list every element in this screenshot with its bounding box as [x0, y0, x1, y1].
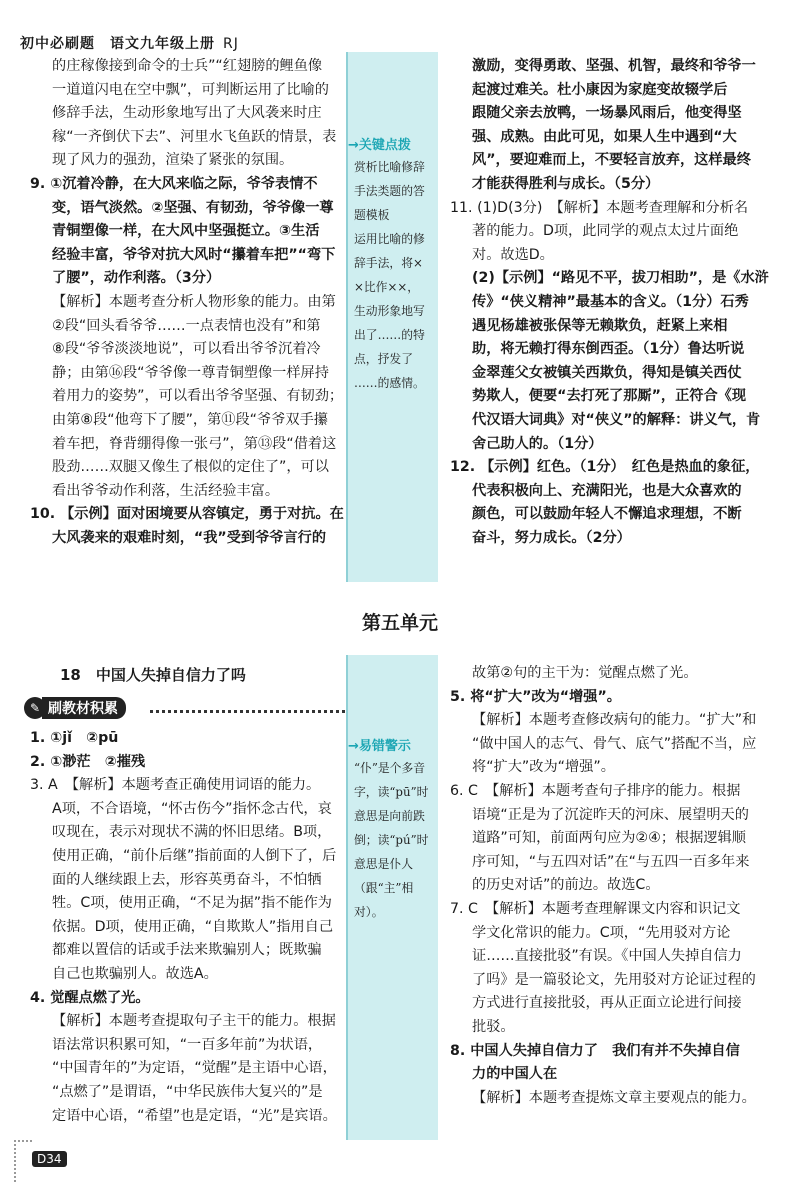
tip-line: 倒；读“pú”时 [354, 833, 429, 847]
tip-sidebar-bottom [346, 655, 438, 1140]
answer-line: 著的能力。D项，此同学的观点太过片面绝 [472, 223, 739, 240]
tip-line: 点，抒发了 [354, 352, 413, 366]
answer-line: 变，语气淡然。②坚强、有韧劲，爷爷像一尊 [52, 199, 334, 216]
answer-line: 大风袭来的艰难时刻，“我”受到爷爷言行的 [52, 529, 327, 546]
answer-line: (2)【示例】“路见不平，拔刀相助”，是《水浒 [472, 270, 769, 287]
tip-line: 赏析比喻修辞 [354, 160, 425, 174]
answer-line: 经验丰富，爷爷对抗大风时“攥着车把”“弯下 [52, 246, 336, 263]
answer-line: 对。故选D。 [472, 246, 554, 263]
tip-line: ……的感情。 [354, 376, 425, 390]
section-badge [24, 697, 126, 719]
answer-line: 风”，要迎难而上，不要轻言放弃，这样最终 [472, 152, 751, 169]
answer-line: 起渡过难关。杜小康因为家庭变故辍学后 [472, 81, 728, 98]
answer-line: 着用力的姿势”，可以看出爷爷坚强、有韧劲； [52, 388, 344, 405]
page-corner-dots [14, 1140, 32, 1182]
tip-line: ×比作××， [354, 280, 420, 294]
answer-line: 舍己助人的。（1分） [472, 435, 603, 452]
answer-line: 自己也欺骗别人。故选A。 [52, 965, 218, 982]
tip-line: 出了……的特 [354, 328, 425, 342]
answer-line: 5. 将“扩大”改为“增强”。 [450, 688, 621, 705]
answer-line: 【解析】本题考查分析人物形象的能力。由第 [52, 293, 336, 310]
answer-line: 股劲……双腿又像生了根似的定住了”，可以 [52, 459, 329, 476]
answer-line: 代汉语大词典》对“侠义”的解释：讲义气，肯 [472, 411, 761, 428]
running-header [20, 33, 239, 53]
answer-line: 都难以置信的话或手法来欺骗别人；既欺骗 [52, 942, 322, 959]
answer-line: 力的中国人在 [472, 1066, 558, 1083]
answer-line: 方式进行直接批驳，再从正面立论进行间接 [472, 995, 742, 1012]
tip-line: （跟“主”相对）。 [354, 881, 414, 919]
answer-line: 6. C 【解析】本题考查句子排序的能力。根据 [450, 782, 741, 799]
section-divider [150, 710, 345, 713]
tip-line: “仆”是个多音 [354, 761, 426, 775]
answer-line: A项，不合语境，“怀古伤今”指怀念古代，哀 [52, 800, 332, 817]
tip-line: 意思是仆人 [354, 857, 413, 871]
answer-line: 跟随父亲去放鸭，一场暴风雨后，他变得坚 [472, 105, 742, 122]
answer-line: 12. 【示例】红色。（1分） 红色是热血的象征， [450, 459, 760, 476]
answer-line: 序可知，“与五四对话”在“与五四一百多年来 [472, 853, 750, 870]
answer-line: 语境“正是为了沉淀昨天的河床、展望明天的 [472, 806, 749, 823]
answer-line: 了腰”，动作利落。（3分） [52, 270, 221, 287]
answer-line: 将“扩大”改为“增强”。 [472, 759, 615, 776]
answer-line: 势欺人，便要“去打死了那厮”，正符合《现 [472, 388, 747, 405]
answer-line: 强、成熟。由此可见，如果人生中遇到“大 [472, 128, 737, 145]
answer-line: 面的人继续跟上去，形容英勇奋斗，不怕牺 [52, 871, 322, 888]
answer-line: 10. 【示例】面对困境要从容镇定，勇于对抗。在 [30, 506, 344, 523]
answer-line: 学文化常识的能力。C项，“先用驳对方论 [472, 924, 731, 941]
answer-line: ②段“回头看爷爷……一点表情也没有”和第 [52, 317, 321, 334]
answer-line: 代表积极向上、充满阳光，也是大众喜欢的 [472, 482, 742, 499]
answer-line: 青铜塑像一样，在大风中坚强挺立。③生活 [52, 223, 320, 240]
tip-line: 意思是向前跌 [354, 809, 425, 823]
header-edition: RJ [223, 36, 239, 52]
answer-line: 看出爷爷动作利落，生活经验丰富。 [52, 482, 280, 499]
answer-line: 颜色，可以鼓励年轻人不懈追求理想，不断 [472, 506, 742, 523]
answer-line: 语法常识积累可知，“一百多年前”为状语， [52, 1036, 323, 1053]
answer-line: 现了风力的强劲，渲染了紧张的氛围。 [52, 152, 294, 169]
answer-line: 的历史对话”的前边。故选C。 [472, 877, 660, 894]
answer-line: 1. ①jǐ ②pū [30, 730, 119, 746]
tip-title-common-errors: →易错警示 [348, 739, 411, 754]
answer-line: 11. (1)D(3分) 【解析】本题考查理解和分析名 [450, 199, 749, 216]
answer-line: 修辞手法，生动形象地写出了大风袭来时庄 [52, 105, 322, 122]
answer-line: 一道道闪电在空中飘”，可判断运用了比喻的 [52, 81, 329, 98]
answer-line: 的庄稼像接到命令的士兵”“红翅膀的鲤鱼像 [52, 58, 323, 74]
tip-line: 辞手法，将× [354, 256, 423, 270]
answer-line: 故第②句的主干为：觉醒点燃了光。 [472, 665, 698, 681]
answer-line: 使用正确，“前仆后继”指前面的人倒下了，后 [52, 847, 337, 864]
tip-line: 生动形象地写 [354, 304, 425, 318]
tip-text-bottom [354, 756, 438, 924]
answer-column-bottom-left [30, 727, 350, 1128]
tip-title-key-points: →关键点拨 [348, 138, 411, 153]
answer-line: 【解析】本题考查提炼文章主要观点的能力。 [472, 1089, 756, 1106]
tip-line: 字，读“pū”时 [354, 785, 429, 799]
answer-line: “中国青年的”为定语，“觉醒”是主语中心语， [52, 1060, 337, 1077]
answer-line: 牲。C项，使用正确，“不足为据”指不能作为 [52, 895, 332, 912]
answer-line: 稼“一齐倒伏下去”、河里水飞鱼跃的情景，表 [52, 128, 337, 145]
answer-line: 由第⑧段“他弯下了腰”，第⑪段“爷爷双手攥 [52, 411, 328, 428]
answer-line: 了吗》是一篇驳论文，先用驳对方论证过程的 [472, 971, 756, 988]
tip-sidebar-top [346, 52, 438, 582]
answer-line: 叹现在，表示对现状不满的怀旧思绪。B项， [52, 824, 332, 841]
answer-line: 奋斗，努力成长。（2分） [472, 529, 631, 546]
lesson-title: 18 中国人失掉自信力了吗 [60, 666, 246, 684]
answer-line: “做中国人的志气、骨气、底气”搭配不当，应 [472, 735, 757, 752]
tip-line: 手法类题的答 [354, 184, 425, 198]
answer-line: 【解析】本题考查修改病句的能力。“扩大”和 [472, 712, 757, 729]
answer-line: ⑧段“爷爷淡淡地说”，可以看出爷爷沉着冷 [52, 341, 321, 358]
answer-line: 着车把，脊背绷得像一张弓”，第⑬段“借着这 [52, 435, 337, 452]
answer-line: 传》“侠义精神”最基本的含义。（1分）石秀 [472, 293, 749, 310]
answer-line: “点燃了”是谓语，“中华民族伟大复兴的”是 [52, 1083, 323, 1100]
answer-line: 定语中心语，“希望”也是定语，“光”是宾语。 [52, 1107, 337, 1124]
answer-line: 金翠莲父女被镇关西欺负，得知是镇关西仗 [472, 364, 742, 381]
answer-line: 证……直接批驳”有误。《中国人失掉自信力 [472, 948, 742, 965]
header-title: 初中必刷题 语文九年级上册 [20, 36, 215, 52]
answer-line: 道路”可知，前面两句应为②④；根据逻辑顺 [472, 830, 746, 847]
answer-line: 2. ①渺茫 ②摧残 [30, 753, 146, 770]
badge-label: 刷教材积累 [42, 697, 126, 719]
tip-line: 题模板 [354, 208, 390, 222]
brush-icon: ✎ [24, 697, 46, 719]
tip-line: 运用比喻的修 [354, 232, 425, 246]
answer-line: 助，将无赖打得东倒西歪。（1分）鲁达听说 [472, 341, 745, 358]
answer-line: 遇见杨雄被张保等无赖欺负，赶紧上来相 [472, 317, 728, 334]
tip-text-top [354, 155, 438, 395]
answer-line: 3. A 【解析】本题考查正确使用词语的能力。 [30, 777, 321, 794]
answer-line: 依据。D项，使用正确，“自欺欺人”指用自己 [52, 918, 334, 935]
answer-line: 【解析】本题考查提取句子主干的能力。根据 [52, 1013, 336, 1030]
answer-column-top-right [450, 55, 780, 550]
page-number: D34 [32, 1151, 67, 1167]
unit-title: 第五单元 [361, 612, 438, 634]
answer-line: 7. C 【解析】本题考查理解课文内容和识记文 [450, 900, 741, 917]
answer-column-top-left [30, 55, 350, 550]
answer-line: 才能获得胜利与成长。（5分） [472, 175, 660, 192]
answer-line: 4. 觉醒点燃了光。 [30, 989, 150, 1006]
answer-line: 批驳。 [472, 1018, 515, 1035]
answer-line: 激励，变得勇敢、坚强、机智，最终和爷爷一 [472, 58, 756, 74]
answer-line: 8. 中国人失掉自信力了 我们有并不失掉自信 [450, 1042, 740, 1059]
answer-line: 9. ①沉着冷静，在大风来临之际，爷爷表情不 [30, 175, 318, 192]
answer-column-bottom-right [450, 662, 780, 1110]
answer-line: 静；由第⑯段“爷爷像一尊青铜塑像一样屏持 [52, 364, 329, 381]
